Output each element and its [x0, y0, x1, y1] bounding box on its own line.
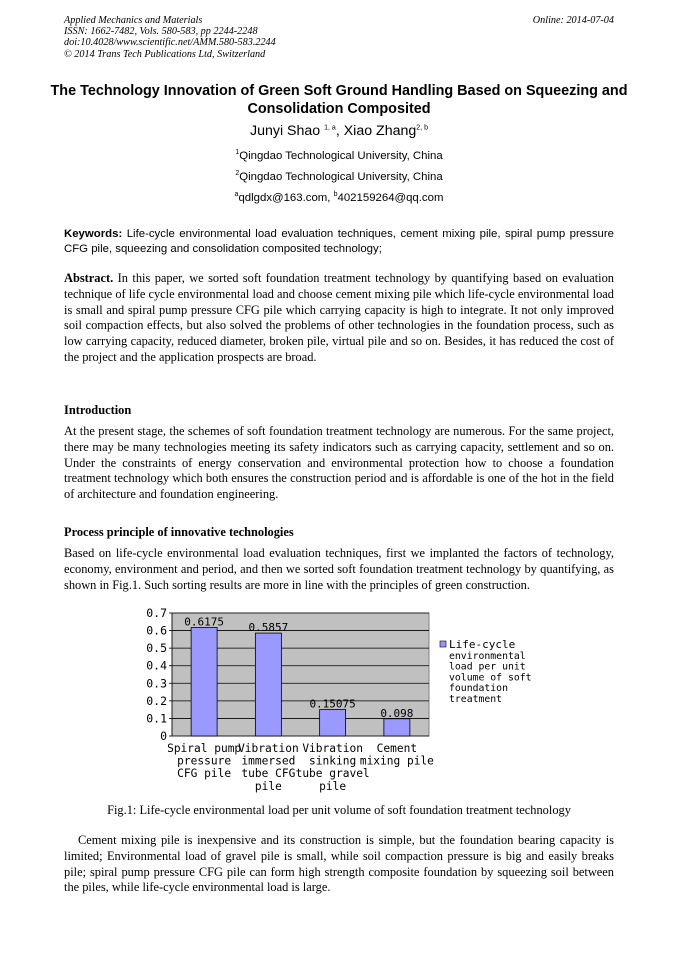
keywords-label: Keywords: — [64, 228, 123, 240]
abstract-text: In this paper, we sorted soft foundation treatment technology by quantifying based on evaluation technique of life cycle environmental load and choose cement mixing pile which life-cycle environmental load is small and spiral pump pressure CFG pile which carrying capacity is high to integrate. It not only improved soil compaction effects, but also solved the problems of other technologies in the foundation process, such as low carrying capacity, reduced diameter, broken pile, virtual pile and so on. Besides, it has reduced the cost of the project and the application prospects are broad. — [64, 271, 614, 364]
y-tick-label: 0.1 — [146, 711, 167, 726]
y-tick-label: 0.5 — [146, 641, 167, 656]
data-label: 0.6175 — [184, 615, 224, 629]
y-tick-label: 0.6 — [146, 623, 167, 638]
bar — [384, 719, 410, 736]
data-label: 0.098 — [380, 706, 414, 720]
introduction-text: At the present stage, the schemes of soft foundation treatment technology are numerous. For the same project, there may be many technologies meeting its safety indicators such as carrying capacity, settlement and so on. Under the constraints of energy conservation and environmental protection how to choose a foundation treatment technology which both ensures the construction period and is affordable is one of the hot in the field of architecture and foundation engineering. — [64, 424, 614, 502]
affiliation-2-text: Qingdao Technological University, China — [239, 171, 443, 183]
bar — [191, 627, 217, 736]
x-tick-label: Vibration — [302, 742, 363, 755]
y-tick-label: 0 — [160, 729, 167, 743]
author-sep: , — [335, 123, 344, 139]
legend-text: environmental — [449, 650, 526, 662]
author-2: Xiao Zhang — [343, 123, 417, 139]
legend-text: volume of soft — [449, 672, 532, 684]
keywords — [64, 227, 614, 257]
abstract — [64, 271, 614, 366]
x-tick-label: pile — [319, 779, 347, 793]
author-line — [0, 123, 678, 139]
y-tick-label: 0.7 — [146, 606, 167, 620]
email-b-sup: b — [333, 191, 338, 199]
copyright-line: © 2014 Trans Tech Publications Ltd, Switzerland — [64, 48, 266, 60]
email-a[interactable]: qdlgdx@163.com, — [238, 192, 334, 204]
y-tick-label: 0.3 — [146, 676, 167, 691]
author-1: Junyi Shao — [250, 123, 325, 139]
journal-header — [64, 15, 276, 60]
abstract-label: Abstract. — [64, 271, 114, 285]
legend-swatch — [440, 641, 446, 647]
paper-title: The Technology Innovation of Green Soft Ground Handling Based on Squeezing and Consolidation Composited — [50, 83, 628, 117]
journal-name: Applied Mechanics and Materials — [64, 15, 203, 26]
x-tick-label: immersed — [241, 754, 296, 768]
x-tick-label: sinking — [309, 754, 357, 768]
affiliation-1 — [0, 150, 678, 162]
x-tick-label: Cement — [376, 742, 418, 755]
x-tick-label: pile — [254, 779, 282, 793]
x-tick-label: pressure — [177, 754, 232, 768]
doi-line[interactable]: doi:10.4028/www.scientific.net/AMM.580-583.2244 — [64, 37, 276, 49]
data-label: 0.5857 — [248, 621, 289, 635]
closing-text: Cement mixing pile is inexpensive and its construction is simple, but the foundation bearing capacity is limited; Environmental load of gravel pile is small, while soil compaction pressure is big and easily breaks pile; spiral pump pressure CFG pile can form high strength composite foundation by squeezing soil between the piles, while life-cycle environmental load is large. — [64, 833, 614, 895]
process-heading: Process principle of innovative technologies — [64, 525, 294, 539]
email-b[interactable]: 402159264@qq.com — [337, 192, 444, 204]
legend-text: load per unit — [449, 661, 526, 673]
x-tick-label: tube gravel — [295, 767, 370, 781]
y-tick-label: 0.2 — [146, 693, 167, 708]
online-date: Online: 2014-07-04 — [532, 15, 614, 26]
email-a-sup: a — [234, 191, 239, 199]
x-tick-label: CFG pile — [177, 767, 232, 781]
author-2-sup: 2, b — [416, 124, 428, 132]
affiliation-2 — [0, 171, 678, 183]
bar — [255, 633, 281, 736]
author-1-sup: 1, a — [324, 124, 336, 132]
legend-text: foundation — [449, 683, 508, 695]
legend-text: treatment — [449, 694, 503, 705]
x-tick-label: mixing pile — [359, 754, 434, 768]
process-text: Based on life-cycle environmental load evaluation techniques, first we implanted the factors of technology, economy, environment and period, and then we sorted soft foundation treatment technology by quantifying, as shown in Fig.1. Such sorting results are more in line with the principles of green construction. — [64, 546, 614, 592]
affiliation-1-sup: 1 — [235, 149, 240, 157]
issn-line: ISSN: 1662-7482, Vols. 580-583, pp 2244-2248 — [64, 26, 258, 38]
keywords-text: Life-cycle environmental load evaluation techniques, cement mixing pile, spiral pump pressure CFG pile, squeezing and consolidation composited technology; — [64, 228, 614, 255]
bar — [320, 710, 346, 736]
x-tick-label: tube CFG — [241, 767, 296, 781]
introduction-heading: Introduction — [64, 403, 132, 417]
data-label: 0.15075 — [309, 697, 356, 711]
x-tick-label: Spiral pump — [167, 742, 242, 755]
figure-caption: Fig.1: Life-cycle environmental load per unit volume of soft foundation treatment technology — [107, 803, 571, 817]
y-tick-label: 0.4 — [146, 658, 167, 673]
legend-text: Life-cycle — [449, 638, 516, 651]
affiliation-2-sup: 2 — [235, 170, 240, 178]
bar-chart — [140, 604, 540, 800]
affiliation-1-text: Qingdao Technological University, China — [239, 150, 443, 162]
x-tick-label: Vibration — [238, 742, 299, 755]
email-line — [0, 192, 678, 204]
